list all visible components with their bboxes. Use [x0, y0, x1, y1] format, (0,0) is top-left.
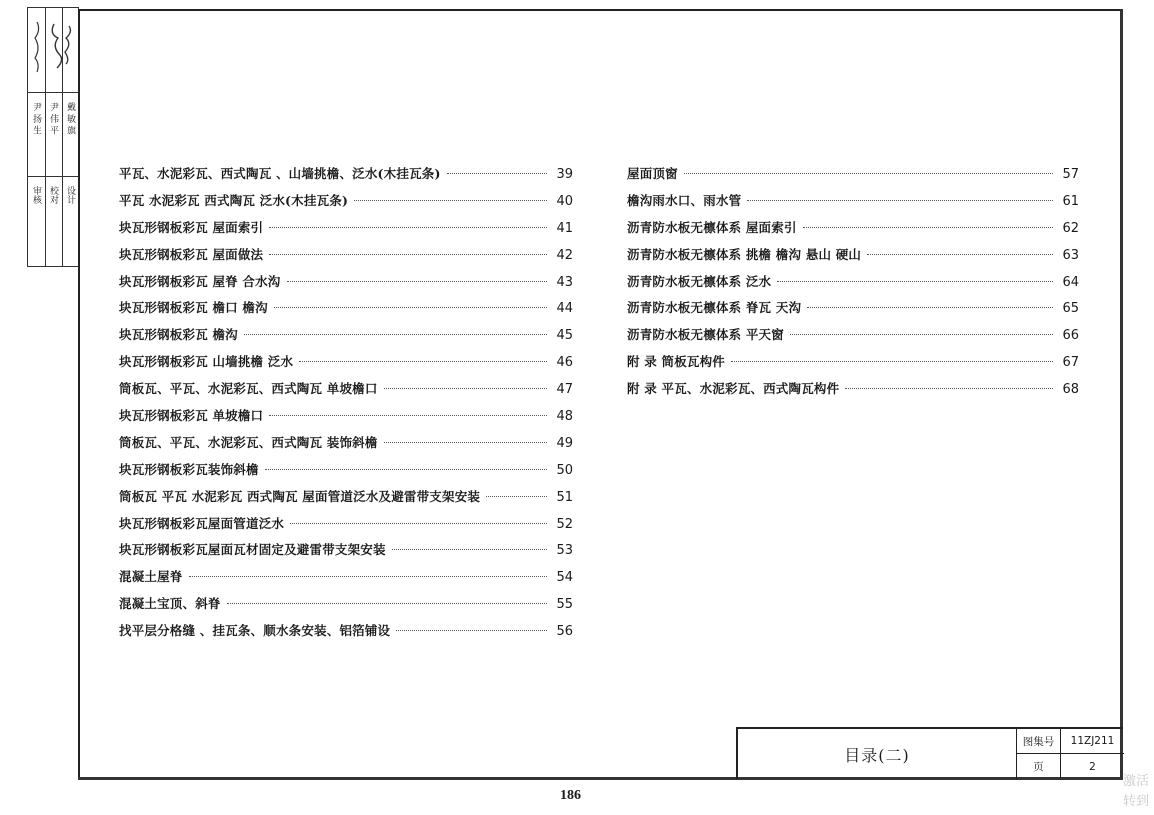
- toc-entry: [119, 621, 573, 648]
- toc-entry-title: 块瓦形钢板彩瓦屋面管道泛水: [119, 515, 285, 531]
- signoff-role-design: 设计: [65, 186, 75, 204]
- toc-entry-page: 52: [556, 516, 573, 532]
- toc-entry-title: 平瓦 水泥彩瓦 西式陶瓦 泛水(木挂瓦条): [119, 192, 349, 208]
- dot-leader: [269, 415, 547, 416]
- toc-entry-title: 沥青防水板无檩体系 屋面索引: [627, 219, 797, 235]
- toc-entry-title: 平瓦、水泥彩瓦、西式陶瓦 、山墙挑檐、泛水(木挂瓦条): [119, 166, 441, 181]
- dot-leader: [747, 200, 1053, 201]
- toc-entry-page: 65: [1062, 301, 1079, 317]
- frame-edge: [1120, 9, 1123, 779]
- toc-entry-title: 沥青防水板无檩体系 泛水: [627, 273, 772, 289]
- toc-entry-page: 47: [556, 382, 573, 398]
- toc-entry: [119, 352, 573, 379]
- toc-entry: [627, 164, 1079, 191]
- toc-entry: [119, 191, 573, 218]
- signoff-role-review: 审核: [31, 186, 41, 204]
- dot-leader: [227, 603, 547, 604]
- toc-entry: [119, 567, 573, 594]
- toc-entry-page: 41: [556, 220, 573, 236]
- toc-entry-page: 42: [556, 247, 573, 263]
- dot-leader: [244, 334, 547, 335]
- toc-entry-page: 61: [1062, 193, 1079, 209]
- toc-entry-title: 檐沟雨水口、雨水管: [627, 192, 742, 208]
- signoff-name-design: 戴 敏 旗: [65, 102, 75, 135]
- title-block-grid: [1016, 729, 1124, 779]
- toc-entry-page: 40: [556, 193, 573, 209]
- toc-entry: [119, 487, 573, 514]
- toc-entry-title: 块瓦形钢板彩瓦 檐沟: [119, 327, 238, 343]
- dot-leader: [384, 388, 547, 389]
- toc-entry: [119, 406, 573, 433]
- dot-leader: [807, 307, 1053, 308]
- page-value: 2: [1089, 760, 1096, 773]
- toc-entry-page: 45: [556, 328, 573, 344]
- watermark-text: 激活 转到: [1123, 774, 1150, 809]
- toc-entry: [627, 352, 1079, 379]
- dot-leader: [867, 254, 1053, 255]
- toc-entry-title: 混凝土屋脊: [119, 569, 183, 585]
- toc-entry-page: 53: [556, 543, 573, 559]
- toc-entry: [627, 191, 1079, 218]
- signoff-role-check: 校对: [48, 186, 58, 204]
- toc-entry-page: 54: [556, 570, 573, 586]
- dot-leader: [269, 227, 547, 228]
- toc-entry-page: 67: [1062, 355, 1079, 371]
- dot-leader: [290, 523, 547, 524]
- toc-entry-title: 附 录 平瓦、水泥彩瓦、西式陶瓦构件: [627, 381, 840, 397]
- toc-entry: [627, 298, 1079, 325]
- toc-entry-title: 附 录 筒板瓦构件: [627, 354, 726, 370]
- signoff-name-check: 尹 伟 平: [48, 102, 58, 135]
- toc-entry-title: 块瓦形钢板彩瓦 屋脊 合水沟: [119, 273, 281, 289]
- atlas-number-value: 11ZJ211: [1061, 729, 1124, 754]
- dot-leader: [265, 469, 547, 470]
- dot-leader: [486, 496, 547, 497]
- toc-entry: [627, 245, 1079, 272]
- title-block: [736, 727, 1123, 779]
- dot-leader: [845, 388, 1053, 389]
- toc-entry: [119, 514, 573, 541]
- toc-entry: [119, 540, 573, 567]
- dot-leader: [731, 361, 1053, 362]
- signoff-name-review: 尹 扬 生: [31, 102, 41, 135]
- toc-entry-page: 48: [556, 409, 573, 425]
- toc-entry: [627, 218, 1079, 245]
- toc-entry-page: 68: [1062, 382, 1079, 398]
- toc-entry-title: 沥青防水板无檩体系 挑檐 檐沟 悬山 硬山: [627, 246, 862, 262]
- toc-entry-page: 57: [1062, 167, 1079, 182]
- dot-leader: [684, 173, 1053, 174]
- toc-entry-page: 44: [556, 301, 573, 317]
- toc-entry-title: 屋面顶窗: [627, 166, 678, 181]
- signoff-strip: [27, 7, 79, 267]
- toc-entry-title: 块瓦形钢板彩瓦 屋面索引: [119, 219, 264, 235]
- handwritten-signatures: [29, 12, 79, 92]
- atlas-number-label: 图集号: [1017, 729, 1061, 754]
- toc-entry-title: 找平层分格缝 、挂瓦条、顺水条安装、铝箔铺设: [119, 623, 391, 639]
- toc-entry: [119, 272, 573, 299]
- toc-entry-page: 46: [556, 355, 573, 371]
- toc-entry-page: 51: [556, 489, 573, 505]
- drawing-title: 目录(二): [844, 745, 910, 765]
- toc-entry-page: 66: [1062, 328, 1079, 344]
- toc-entry-title: 筒板瓦、平瓦、水泥彩瓦、西式陶瓦 装饰斜檐: [119, 434, 378, 450]
- toc-entry: [119, 594, 573, 621]
- toc-entry-title: 沥青防水板无檩体系 脊瓦 天沟: [627, 300, 802, 316]
- toc-entry: [119, 433, 573, 460]
- page-label: 页: [1017, 754, 1061, 779]
- toc-entry: [119, 460, 573, 487]
- toc-entry-page: 62: [1062, 220, 1079, 236]
- toc-entry-title: 筒板瓦 平瓦 水泥彩瓦 西式陶瓦 屋面管道泛水及避雷带支架安装: [119, 488, 481, 504]
- dot-leader: [396, 630, 547, 631]
- toc-entry-page: 50: [556, 462, 573, 478]
- toc-entry-title: 筒板瓦、平瓦、水泥彩瓦、西式陶瓦 单坡檐口: [119, 381, 378, 397]
- toc-entry-title: 块瓦形钢板彩瓦装饰斜檐: [119, 461, 259, 477]
- dot-leader: [777, 281, 1053, 282]
- dot-leader: [299, 361, 547, 362]
- toc-entry-page: 39: [556, 167, 573, 182]
- dot-leader: [287, 281, 547, 282]
- toc-entry-page: 43: [556, 274, 573, 290]
- sheet-page-number: 186: [560, 788, 581, 803]
- toc-entry: [627, 272, 1079, 299]
- toc-entry-title: 块瓦形钢板彩瓦 单坡檐口: [119, 408, 264, 424]
- dot-leader: [384, 442, 547, 443]
- toc-entry: [627, 325, 1079, 352]
- toc-right-column: [627, 164, 1079, 406]
- toc-entry: [119, 245, 573, 272]
- toc-entry: [627, 379, 1079, 406]
- toc-entry-title: 块瓦形钢板彩瓦 檐口 檐沟: [119, 300, 268, 316]
- toc-entry-page: 49: [556, 435, 573, 451]
- toc-entry-title: 沥青防水板无檩体系 平天窗: [627, 327, 784, 343]
- toc-left-column: [119, 164, 573, 648]
- toc-entry: [119, 218, 573, 245]
- dot-leader: [354, 200, 547, 201]
- toc-entry-page: 63: [1062, 247, 1079, 263]
- toc-entry-title: 混凝土宝顶、斜脊: [119, 596, 221, 612]
- toc-entry-page: 56: [556, 624, 573, 640]
- dot-leader: [803, 227, 1053, 228]
- toc-entry-title: 块瓦形钢板彩瓦 山墙挑檐 泛水: [119, 354, 294, 370]
- dot-leader: [447, 173, 547, 174]
- toc-entry-title: 块瓦形钢板彩瓦 屋面做法: [119, 246, 264, 262]
- toc-entry-title: 块瓦形钢板彩瓦屋面瓦材固定及避雷带支架安装: [119, 542, 386, 558]
- toc-entry-page: 64: [1062, 274, 1079, 290]
- dot-leader: [274, 307, 547, 308]
- toc-entry: [119, 298, 573, 325]
- toc-entry: [119, 379, 573, 406]
- toc-entry: [119, 325, 573, 352]
- dot-leader: [189, 576, 547, 577]
- dot-leader: [790, 334, 1053, 335]
- toc-entry-page: 55: [556, 597, 573, 613]
- dot-leader: [392, 549, 547, 550]
- toc-entry: [119, 164, 573, 191]
- dot-leader: [269, 254, 547, 255]
